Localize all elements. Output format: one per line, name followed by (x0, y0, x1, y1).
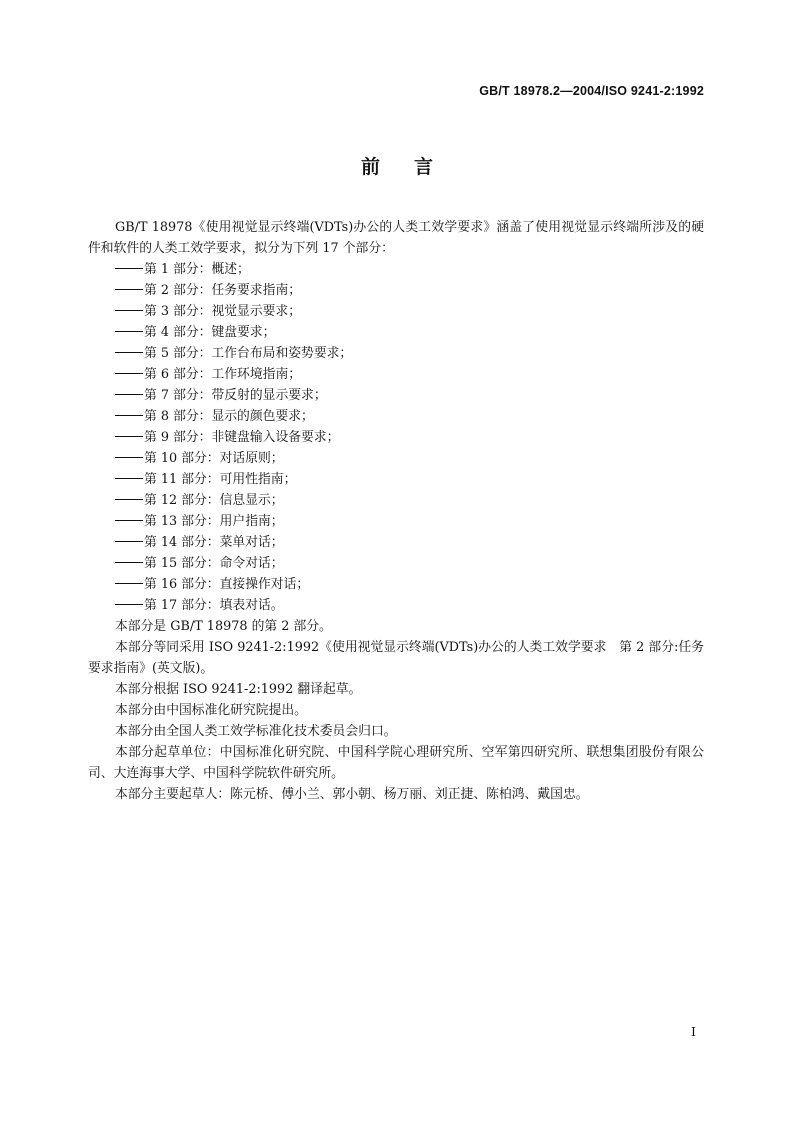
page-title: 前言 (360, 156, 467, 178)
dash-mark (115, 562, 143, 563)
list-item: 第 3 部分：视觉显示要求； (88, 301, 704, 322)
dash-mark (115, 268, 143, 269)
dash-mark (115, 478, 143, 479)
list-item: 第 14 部分：菜单对话； (88, 532, 704, 553)
list-item: 第 15 部分：命令对话； (88, 553, 704, 574)
list-item: 第 11 部分：可用性指南； (88, 469, 704, 490)
dash-mark (115, 331, 143, 332)
list-item: 第 17 部分：填表对话。 (88, 595, 704, 616)
parts-list (88, 259, 704, 616)
list-item: 第 8 部分：显示的颜色要求； (88, 406, 704, 427)
dash-mark (115, 583, 143, 584)
dash-mark (115, 352, 143, 353)
dash-mark (115, 541, 143, 542)
paragraph-drafters: 本部分主要起草人：陈元桥、傅小兰、郭小朝、杨万丽、刘正捷、陈柏鸿、戴国忠。 (115, 787, 589, 802)
dash-mark (115, 436, 143, 437)
list-item: 第 5 部分：工作台布局和姿势要求； (88, 343, 704, 364)
list-item: 第 6 部分：工作环境指南； (88, 364, 704, 385)
dash-mark (115, 415, 143, 416)
intro-paragraph: GB/T 18978《使用视觉显示终端(VDTs)办公的人类工效学要求》涵盖了使用视觉显示终端所涉及的硬件和软件的人类工效学要求，拟分为下列 17 个部分： (88, 220, 704, 256)
dash-mark (115, 499, 143, 500)
list-item: 第 12 部分：信息显示； (88, 490, 704, 511)
dash-mark (115, 394, 143, 395)
list-item: 第 2 部分：任务要求指南； (88, 280, 704, 301)
dash-mark (115, 457, 143, 458)
standard-code-header: GB/T 18978.2—2004/ISO 9241-2:1992 (479, 84, 704, 98)
paragraph-translation: 本部分根据 ISO 9241-2:1992 翻译起草。 (115, 682, 362, 697)
list-item: 第 4 部分：键盘要求； (88, 322, 704, 343)
page-number: I (691, 1024, 696, 1039)
dash-mark (115, 289, 143, 290)
paragraph-proposer: 本部分由中国标准化研究院提出。 (115, 703, 307, 718)
list-item: 第 1 部分：概述； (88, 259, 704, 280)
list-item: 第 9 部分：非键盘输入设备要求； (88, 427, 704, 448)
list-item: 第 7 部分：带反射的显示要求； (88, 385, 704, 406)
paragraph-adoption: 本部分等同采用 ISO 9241-2:1992《使用视觉显示终端(VDTs)办公的人类工效学要求 第 2 部分:任务要求指南》(英文版)。 (88, 640, 704, 676)
paragraph-committee: 本部分由全国人类工效学标准化技术委员会归口。 (115, 724, 397, 739)
paragraph-drafting-units: 本部分起草单位：中国标准化研究院、中国科学院心理研究所、空军第四研究所、联想集团股份有限公司、大连海事大学、中国科学院软件研究所。 (88, 745, 704, 781)
dash-mark (115, 604, 143, 605)
dash-mark (115, 310, 143, 311)
dash-mark (115, 520, 143, 521)
list-item: 第 10 部分：对话原则； (88, 448, 704, 469)
paragraph-part-statement: 本部分是 GB/T 18978 的第 2 部分。 (115, 619, 332, 634)
foreword-body (88, 217, 704, 805)
list-item: 第 13 部分：用户指南； (88, 511, 704, 532)
list-item: 第 16 部分：直接操作对话； (88, 574, 704, 595)
dash-mark (115, 373, 143, 374)
